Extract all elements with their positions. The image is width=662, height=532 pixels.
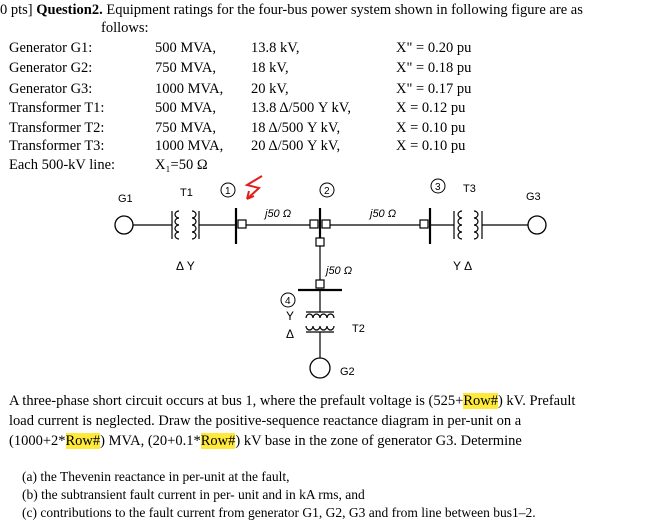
rating-name: Generator G2: (9, 60, 93, 76)
problem-text: ) MVA, (20+0.1* (100, 433, 201, 449)
t2-label: T2 (352, 323, 365, 335)
bus-3-number: 3 (435, 182, 441, 193)
rating-voltage: 20 kV, (251, 81, 289, 97)
g3-label: G3 (526, 191, 541, 203)
rating-reactance: X" = 0.20 pu (396, 40, 472, 56)
problem-line-1 (9, 393, 575, 410)
rating-mva: 750 MVA, (155, 120, 216, 136)
problem-text: ) kV base in the zone of generator G3. Determine (235, 433, 522, 449)
part-label: (b) (22, 487, 38, 502)
question-intro-cont: follows: (101, 20, 149, 36)
line-rating-value: X₁=50 Ω (155, 157, 208, 173)
rating-reactance: X" = 0.18 pu (396, 60, 472, 76)
transformer-t1-symbol (172, 211, 199, 239)
fault-arrow-icon (247, 176, 262, 199)
problem-line-3 (9, 433, 522, 450)
rating-name: Generator G3: (9, 81, 93, 97)
generator-g1-symbol (115, 216, 133, 234)
line-1-2-reactance: j50 Ω (265, 208, 292, 220)
rating-name: Transformer T3: (9, 138, 105, 154)
rating-voltage: 20 Δ/500 Y kV, (251, 138, 341, 154)
rating-voltage: 13.8 Δ/500 Y kV, (251, 100, 351, 116)
rating-name: Transformer T2: (9, 120, 105, 136)
question-header (0, 2, 583, 19)
rating-mva: 750 MVA, (155, 60, 216, 76)
rating-mva: 500 MVA, (155, 40, 216, 56)
points-prefix: 0 pts] (0, 2, 33, 18)
transformer-t2-symbol (306, 312, 334, 332)
breaker (322, 220, 330, 228)
breaker (238, 220, 246, 228)
generator-g3-symbol (528, 216, 546, 234)
t1-label: T1 (180, 187, 193, 199)
rating-name: Transformer T1: (9, 100, 105, 116)
part-label: (c) (22, 505, 37, 520)
bus-1-number: 1 (225, 186, 231, 197)
rating-name: Generator G1: (9, 40, 93, 56)
one-line-diagram (0, 172, 662, 390)
rating-voltage: 18 kV, (251, 60, 289, 76)
line-2-4-reactance: j50 Ω (326, 265, 353, 277)
rating-mva: 1000 MVA, (155, 138, 224, 154)
part-b (22, 487, 365, 503)
problem-line-2: load current is neglected. Draw the positive-sequence reactance diagram in per-unit on a (9, 413, 522, 429)
row-placeholder-highlight: Row# (65, 433, 101, 449)
transformer-t3-symbol (454, 211, 482, 239)
rating-voltage: 18 Δ/500 Y kV, (251, 120, 341, 136)
rating-reactance: X" = 0.17 pu (396, 81, 472, 97)
breaker (316, 238, 324, 246)
line-rating-name: Each 500-kV line: (9, 157, 116, 173)
part-label: (a) (22, 469, 37, 484)
problem-text: (1000+2* (9, 433, 66, 449)
bus-2-number: 2 (324, 186, 330, 197)
question-intro: Equipment ratings for the four-bus power system shown in following figure are as (106, 2, 583, 18)
rating-mva: 1000 MVA, (155, 81, 224, 97)
t2-connection-delta: Δ (286, 327, 295, 341)
row-placeholder-highlight: Row# (463, 393, 498, 409)
line-2-3-reactance: j50 Ω (370, 208, 397, 220)
t2-connection-y: Y (286, 309, 295, 323)
rating-mva: 500 MVA, (155, 100, 216, 116)
rating-reactance: X = 0.12 pu (396, 100, 466, 116)
problem-text: ) kV. Prefault (497, 393, 576, 409)
question-label: Question2. (36, 2, 103, 18)
part-c (22, 505, 536, 521)
rating-reactance: X = 0.10 pu (396, 138, 466, 154)
part-a (22, 469, 289, 485)
t3-connection: Y Δ (453, 259, 473, 273)
bus-4-number: 4 (285, 296, 291, 307)
part-text: the Thevenin reactance in per-unit at the fault, (40, 469, 290, 484)
breaker (310, 220, 318, 228)
problem-text: A three-phase short circuit occurs at bus 1, where the prefault voltage is (525+ (9, 393, 464, 409)
part-text: the subtransient fault current in per- unit and in kA rms, and (41, 487, 365, 502)
rating-voltage: 13.8 kV, (251, 40, 300, 56)
generator-g2-symbol (310, 358, 330, 378)
breaker (316, 280, 324, 288)
part-text: contributions to the fault current from generator G1, G2, G3 and from line between bus1–2. (40, 505, 536, 520)
t3-label: T3 (463, 183, 476, 195)
g1-label: G1 (118, 193, 133, 205)
rating-reactance: X = 0.10 pu (396, 120, 466, 136)
row-placeholder-highlight: Row# (200, 433, 236, 449)
t1-connection: Δ Y (176, 259, 195, 273)
breaker (420, 220, 428, 228)
g2-label: G2 (340, 366, 355, 378)
